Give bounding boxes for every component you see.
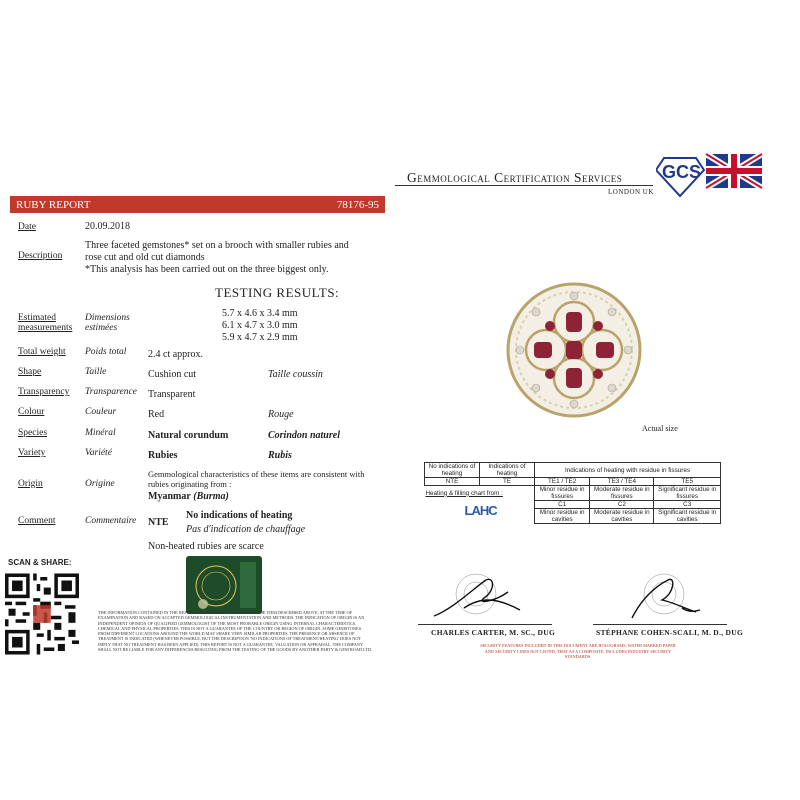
shape-value: Cushion cut (148, 369, 197, 380)
measurements-fr-2: estimées (85, 323, 118, 333)
heat-cell-te34: TE3 / TE4 (590, 478, 654, 486)
species-value: Natural corundum (148, 430, 229, 441)
lab-name-underline (395, 185, 653, 186)
transparency-fr: Transparence (85, 387, 137, 397)
colour-fr: Couleur (85, 407, 117, 417)
species-fr: Minéral (85, 428, 116, 438)
heat-minor-fissures: Minor residue in fissures (535, 486, 590, 501)
date-value: 20.09.2018 (85, 221, 130, 232)
qr-code[interactable] (5, 572, 79, 656)
heat-cell-nte: NTE (425, 478, 480, 486)
heat-header-residue: Indications of heating with residue in fissures (535, 463, 721, 478)
heat-c1: C1 (535, 501, 590, 509)
description-line2: rose cut and old cut diamonds (85, 252, 205, 263)
actual-size-label: Actual size (642, 424, 678, 433)
brooch-photo (506, 282, 642, 418)
variety-value: Rubies (148, 450, 178, 461)
heat-chart-from: Heating & filling chart from : (425, 489, 503, 497)
weight-value: 2.4 ct approx. (148, 349, 203, 360)
lahc-logo: LAHC (464, 503, 497, 518)
heating-chart-table (424, 462, 721, 524)
origin-line1: Gemmological characteristics of these items are consistent with (148, 469, 365, 479)
heat-cell-te5: TE5 (654, 478, 721, 486)
heat-significant-cavities: Significant residue in cavities (654, 509, 721, 524)
measurements-label-2: measurements (18, 323, 73, 333)
origin-country: Myanmar (148, 491, 191, 502)
weight-label: Total weight (18, 347, 66, 357)
gcs-logo-letters: GCS (662, 162, 702, 182)
heat-header-nte: No indications of heating (425, 463, 480, 478)
signature-line-right (593, 624, 727, 625)
origin-label: Origin (18, 479, 43, 489)
signature-right (612, 568, 722, 624)
signatory-right: STÉPHANE COHEN-SCALI, M. D., DUG (596, 628, 744, 637)
testing-results-heading: TESTING RESULTS: (215, 285, 340, 300)
security-note: SECURITY FEATURES INCLUDED IN THIS DOCUMENT ARE HOLOGRAMS, WATER MARKED PAPER AND SECURITY LINES NOT LISTED, THAT AS A COMPOSITE, INCLUDES INDUSTRY SECURITY STANDARDS. (480, 643, 676, 659)
origin-fr: Origine (85, 479, 115, 489)
security-hologram-stamp (186, 556, 262, 614)
signature-left (424, 568, 534, 624)
heat-c3: C3 (654, 501, 721, 509)
heat-minor-cavities: Minor residue in cavities (535, 509, 590, 524)
heat-c2: C2 (590, 501, 654, 509)
colour-label: Colour (18, 407, 45, 417)
heat-cell-te: TE (480, 478, 535, 486)
transparency-value: Transparent (148, 389, 196, 400)
comment-fr: Commentaire (85, 516, 137, 526)
measurements-fr-1: Dimensions (85, 313, 130, 323)
heat-cell-te12: TE1 / TE2 (535, 478, 590, 486)
disclaimer-text: THE INFORMATION CONTAINED IN THE REPORT ARE THE RESULT OF TESTING THE ITEM DESCRIBED ABOVE, AT THE TIME OF EXAMINATION AND BASED ON ACCEPTED GEMMOLOGICAL INSTRUMENTATION AND METHODS. THE INDICATION OF ORIGIN IS AN INDEPENDENT OPINION OF QUALIFIED GEMMOLOGIST OF THE MOST PROBABLE ORIGIN USING INTERNAL CHARACTERISTICS, CHEMICAL AND PHYSICAL PROPERTIES. THIS IS NOT A GUARANTEE OF THE COUNTRY OR REGION OF ORIGIN. SOME GEMSTONES FROM DIFFERENT LOCATIONS AROUND THE WORLD MAY SHARE VERY SIMILAR PROPERTIES. THE PRESENCE OR ABSENCE OF TREATMENT IS INDICATED (WHENEVER POSSIBLE, BUT THE DESCRIPTION 'NO INDICATIONS OF TREATMENT/HEATING' DOES NOT IMPLY THAT NO TREATMENT HAS BEEN APPLIED). THIS REPORT IS NOT A GUARANTEE, VALUATION OR APPRAISAL, THE COMPANY SHALL NOT BE LIABLE FOR ANY DIFFERENCES RESULTING FROM THE TESTING OF THE GOODS BY ANOTHER PARTY & GEM ROAD LTD. (98, 610, 373, 653)
shape-fr: Taille (85, 367, 107, 377)
heat-moderate-fissures: Moderate residue in fissures (590, 486, 654, 501)
heat-moderate-cavities: Moderate residue in cavities (590, 509, 654, 524)
colour-value-fr: Rouge (268, 409, 294, 420)
dimension-3: 5.9 x 4.7 x 2.9 mm (222, 332, 298, 343)
comment-code: NTE (148, 517, 169, 528)
variety-value-fr: Rubis (268, 450, 292, 461)
species-value-fr: Corindon naturel (268, 430, 340, 441)
measurements-label-1: Estimated (18, 313, 56, 323)
variety-label: Variety (18, 448, 46, 458)
colour-value: Red (148, 409, 165, 420)
description-line1: Three faceted gemstones* set on a brooch with smaller rubies and (85, 240, 349, 251)
variety-fr: Variété (85, 448, 112, 458)
origin-line2: rubies originating from : (148, 479, 232, 489)
signatory-left: CHARLES CARTER, M. SC., DUG (431, 628, 556, 637)
description-note: *This analysis has been carried out on the three biggest only. (85, 264, 329, 275)
description-label: Description (18, 251, 63, 261)
gcs-flag-logo (656, 150, 764, 198)
lab-name: Gemmological Certification Services (407, 170, 623, 185)
shape-label: Shape (18, 367, 42, 377)
dimension-1: 5.7 x 4.6 x 3.4 mm (222, 308, 298, 319)
weight-fr: Poids total (85, 347, 127, 357)
dimension-2: 6.1 x 4.7 x 3.0 mm (222, 320, 298, 331)
report-title: RUBY REPORT (16, 198, 91, 211)
species-label: Species (18, 428, 48, 438)
comment-extra: Non-heated rubies are scarce (148, 541, 264, 552)
comment-label: Comment (18, 516, 56, 526)
signature-line-left (418, 624, 552, 625)
report-number: 78176-95 (336, 198, 379, 211)
heat-significant-fissures: Significant residue in fissures (654, 486, 721, 501)
report-header (10, 196, 385, 213)
heat-header-te: Indications of heating (480, 463, 535, 478)
shape-value-fr: Taille coussin (268, 369, 323, 380)
date-label: Date (18, 222, 36, 232)
scan-share-label: SCAN & SHARE: (8, 558, 72, 567)
comment-value: No indications of heating (186, 510, 293, 521)
comment-value-fr: Pas d'indication de chauffage (186, 524, 306, 535)
origin-country-alt: (Burma) (193, 491, 229, 502)
lab-location: LONDON UK (608, 188, 654, 196)
transparency-label: Transparency (18, 387, 70, 397)
